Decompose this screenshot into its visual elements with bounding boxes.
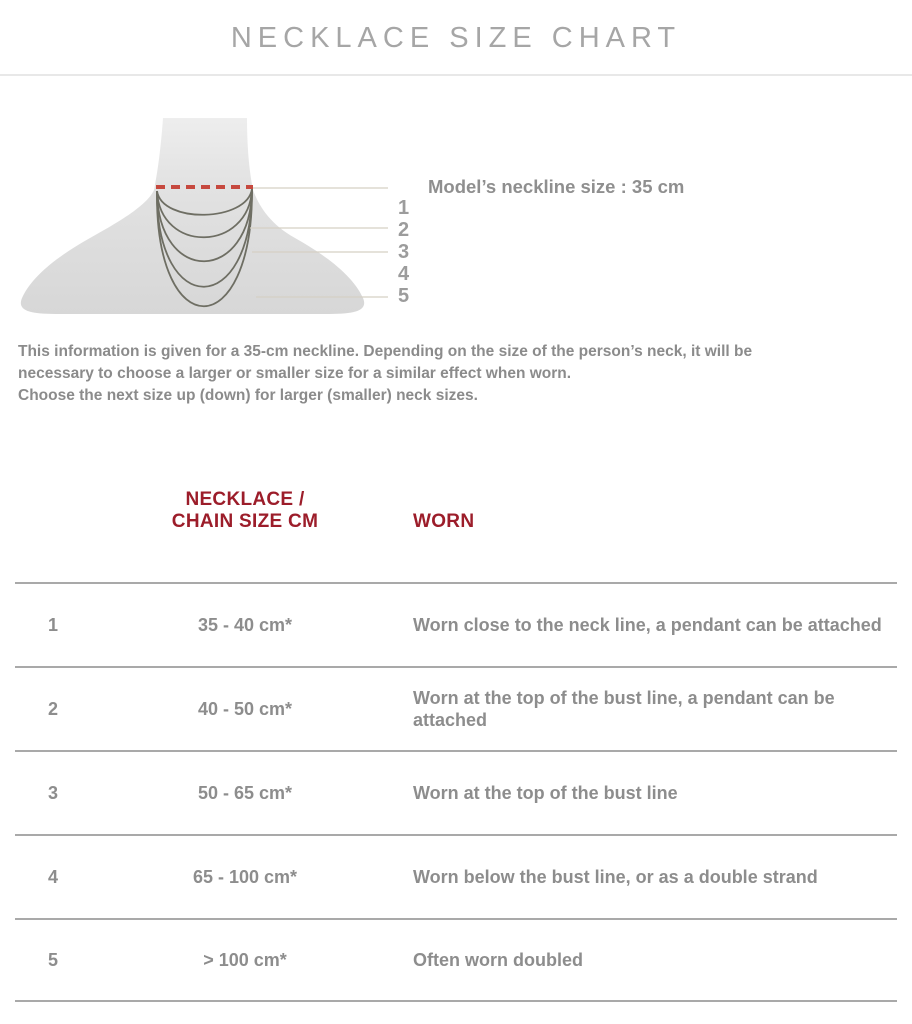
header-size-line-1: NECKLACE / [185,489,305,510]
table-header-row [15,489,897,533]
size-marker-4: 4 [398,263,410,285]
table-row [15,918,897,1002]
torso-illustration [0,110,912,326]
row-worn-description: Often worn doubled [413,950,583,970]
necklace-length-diagram [0,110,912,326]
table-row [15,582,897,666]
header-worn-column: WORN [413,511,475,532]
size-marker-3: 3 [398,241,410,263]
table-row [15,834,897,918]
note-line-1: This information is given for a 35-cm neckline. Depending on the size of the person’s neck, it will be [18,343,753,360]
size-marker-5: 5 [398,285,410,307]
size-marker-2: 2 [398,219,410,241]
model-neckline-label: Model’s neckline size : 35 cm [428,176,685,197]
row-size: 40 - 50 cm* [197,699,293,719]
row-number: 2 [48,699,59,719]
row-number: 1 [48,615,59,635]
row-worn-description: Worn at the top of the bust line, a pendant can be attached [413,688,835,730]
header-size-column [100,489,390,533]
page-header [0,0,912,76]
size-table [15,489,897,1002]
row-size: 65 - 100 cm* [192,867,298,887]
note-line-2: necessary to choose a larger or smaller size for a similar effect when worn. [18,365,572,382]
info-note [18,341,894,407]
row-size: 50 - 65 cm* [197,783,293,803]
row-size: 35 - 40 cm* [197,615,293,635]
row-worn-description: Worn below the bust line, or as a double strand [413,867,818,887]
header-size-line-2: CHAIN SIZE CM [171,511,319,532]
note-line-3: Choose the next size up (down) for larger (smaller) neck sizes. [18,387,478,404]
table-row [15,750,897,834]
row-number: 4 [48,867,59,887]
row-number: 5 [48,950,59,970]
table-row [15,666,897,750]
row-number: 3 [48,783,59,803]
size-marker-1: 1 [398,197,410,219]
row-worn-description: Worn at the top of the bust line [413,783,678,803]
page-title: NECKLACE SIZE CHART [230,21,682,54]
row-worn-description: Worn close to the neck line, a pendant can be attached [413,615,882,635]
row-size: > 100 cm* [203,950,287,970]
